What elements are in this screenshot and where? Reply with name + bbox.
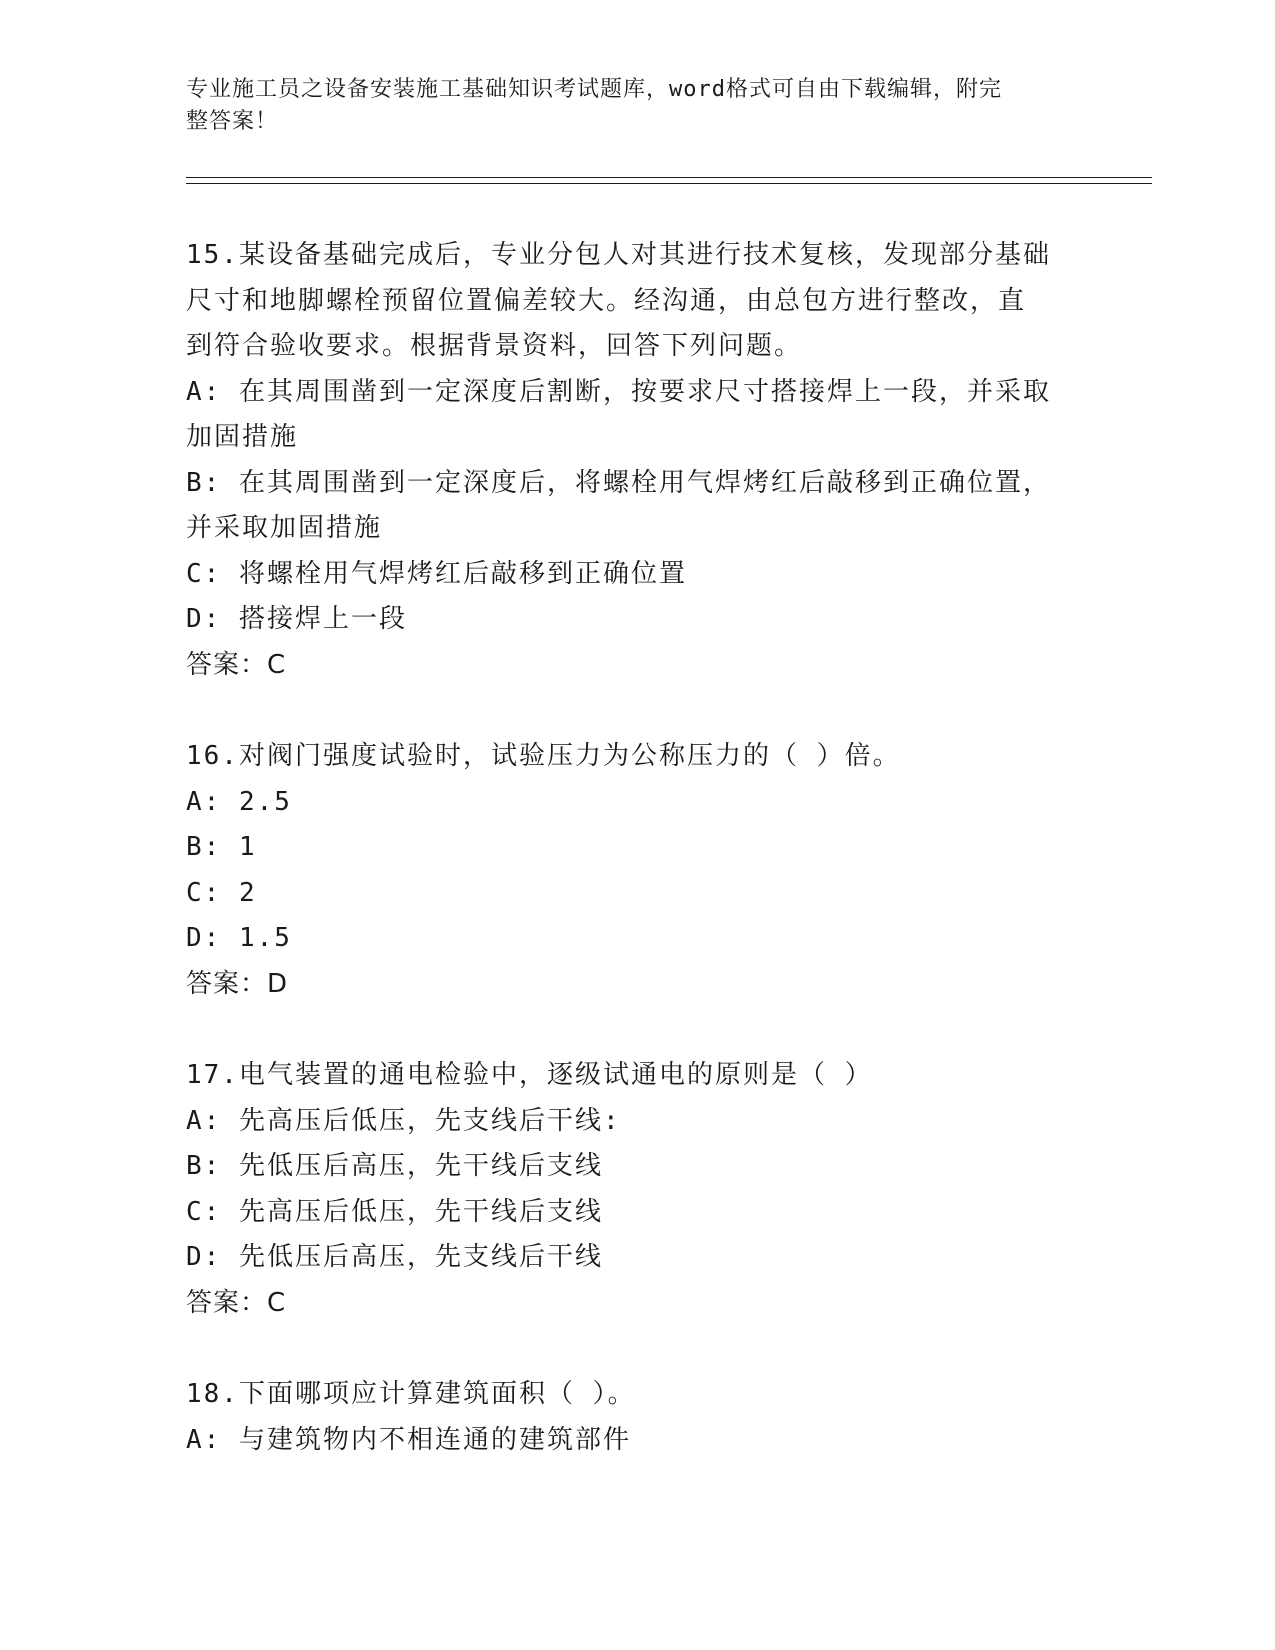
question-17	[186, 1053, 1086, 1326]
answer-label: 答案：C	[186, 1287, 287, 1318]
header-divider-bottom	[186, 183, 1152, 184]
option-d: D: 先低压后高压，先支线后干线	[186, 1242, 603, 1272]
option-a: A: 与建筑物内不相连通的建筑部件	[186, 1424, 631, 1455]
header-line-1: 专业施工员之设备安装施工基础知识考试题库，word格式可自由下载编辑，附完	[186, 77, 1002, 102]
question-stem-line: 17.电气装置的通电检验中，逐级试通电的原则是（ ）	[186, 1060, 873, 1090]
option-c: C: 先高压后低压，先干线后支线	[186, 1196, 603, 1227]
option-b: B: 1	[186, 832, 257, 862]
option-b: B: 先低压后高压，先干线后支线	[186, 1151, 603, 1181]
option-a-continued: 加固措施	[186, 422, 299, 452]
question-list	[186, 233, 1086, 1509]
question-stem-line: 尺寸和地脚螺栓预留位置偏差较大。经沟通，由总包方进行整改，直	[186, 285, 1027, 316]
question-stem-line: 15.某设备基础完成后，专业分包人对其进行技术复核，发现部分基础	[186, 240, 1051, 270]
question-16	[186, 734, 1086, 1007]
option-c: C: 2	[186, 877, 257, 908]
option-d: D: 1.5	[186, 923, 292, 953]
answer-label: 答案：C	[186, 649, 287, 680]
document-header	[186, 74, 1066, 138]
header-line-2: 整答案！	[186, 109, 279, 134]
option-b: B: 在其周围凿到一定深度后，将螺栓用气焊烤红后敲移到正确位置，	[186, 467, 1051, 498]
option-d: D: 搭接焊上一段	[186, 604, 407, 634]
option-c: C: 将螺栓用气焊烤红后敲移到正确位置	[186, 558, 687, 589]
option-b-continued: 并采取加固措施	[186, 513, 383, 543]
question-15	[186, 233, 1086, 688]
question-18	[186, 1372, 1086, 1463]
question-stem-line: 到符合验收要求。根据背景资料，回答下列问题。	[186, 331, 803, 361]
header-divider-top	[186, 177, 1152, 178]
question-stem-line: 18.下面哪项应计算建筑面积（ ）。	[186, 1379, 636, 1409]
option-a: A: 先高压后低压，先支线后干线:	[186, 1105, 621, 1136]
answer-label: 答案：D	[186, 968, 289, 999]
option-a: A: 在其周围凿到一定深度后割断，按要求尺寸搭接焊上一段，并采取	[186, 376, 1051, 407]
question-stem-line: 16.对阀门强度试验时，试验压力为公称压力的（ ）倍。	[186, 741, 901, 771]
option-a: A: 2.5	[186, 786, 292, 817]
